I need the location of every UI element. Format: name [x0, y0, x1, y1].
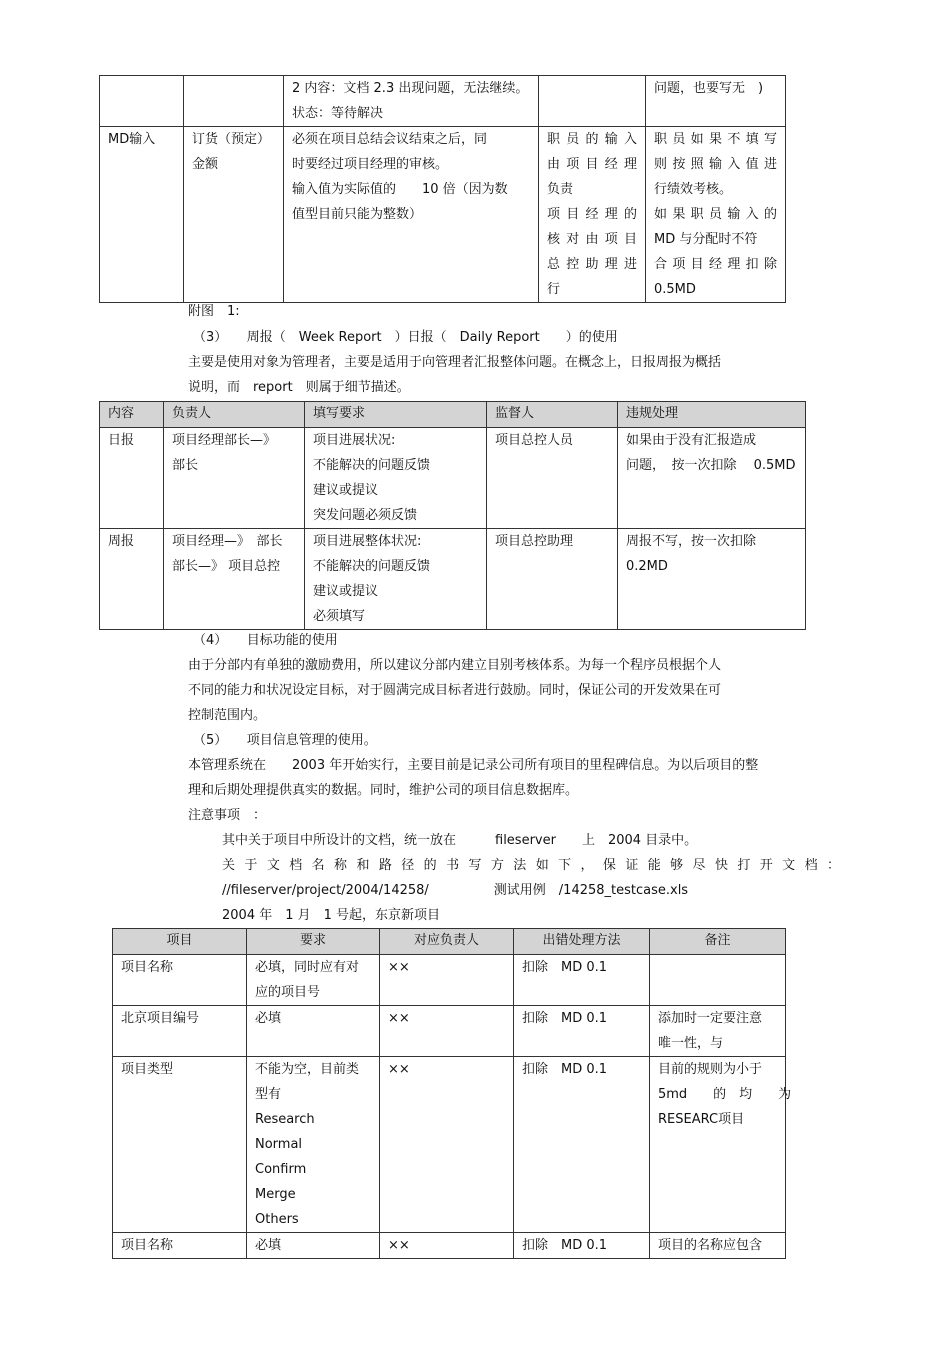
cell-text: 2 内容：文档 2.3 出现问题，无法继续。: [292, 81, 529, 96]
cell-text: 合项目经理扣除: [654, 257, 777, 272]
table-cell: [164, 529, 305, 630]
cell-text: 状态：等待解决: [292, 106, 384, 121]
cell-text: 核对由项目: [547, 232, 637, 247]
cell-text: 如果由于没有汇报造成: [626, 433, 757, 448]
table-cell: [650, 1006, 786, 1057]
table-cell: [380, 1057, 514, 1233]
table-cell: [100, 428, 164, 529]
table-header-row: [113, 929, 786, 955]
paragraph-line: 由于分部内有单独的激励费用，所以建议分部内建立目别考核体系。为每一个程序员根据个人: [188, 658, 722, 673]
cell-text: Merge: [255, 1187, 296, 1202]
cell-text: 由项目经理: [547, 157, 637, 172]
table-cell: [113, 1057, 247, 1233]
cell-text: 0.5MD: [654, 282, 696, 297]
table-cell: [164, 428, 305, 529]
cell-text: 项目名称: [121, 960, 174, 975]
cell-text: 值型目前只能为整数）: [292, 207, 423, 222]
table-header-row: [100, 402, 806, 428]
cell-text: 型有: [255, 1087, 282, 1102]
cell-text: 周报: [108, 534, 135, 549]
table-cell: [113, 1233, 247, 1259]
table-row: [100, 529, 806, 630]
table-cell: [113, 955, 247, 1006]
cell-text: 北京项目编号: [121, 1011, 200, 1026]
cell-text: 则按照输入值进: [654, 157, 777, 172]
cell-text: 项目总控人员: [495, 433, 574, 448]
cell-text: 必填: [255, 1011, 282, 1026]
table-cell: [380, 1006, 514, 1057]
table-cell: [184, 76, 284, 127]
cell-text: 5md 的 均 为: [658, 1087, 792, 1102]
table-cell: [487, 529, 618, 630]
column-header: 填写要求: [305, 402, 487, 428]
table-cell: [514, 1233, 650, 1259]
table-cell: [247, 1233, 380, 1259]
cell-text: 不能解决的问题反馈: [313, 559, 431, 574]
paragraph-line: 主要是使用对象为管理者，主要是适用于向管理者汇报整体问题。在概念上，日报周报为概括: [188, 355, 722, 370]
cell-text: 周报不写，按一次扣除: [626, 534, 757, 549]
table-cell: [184, 127, 284, 303]
cell-text: 输入值为实际值的 10 倍（因为数: [292, 182, 508, 197]
cell-text: 项目的名称应包含: [658, 1238, 763, 1253]
cell-text: 唯一性，与: [658, 1036, 724, 1051]
cell-text: 必填，同时应有对: [255, 960, 360, 975]
table-cell: [646, 127, 786, 303]
cell-text: 建议或提议: [313, 584, 379, 599]
notice-heading: 注意事项 ：: [188, 808, 267, 823]
cell-text: 时要经过项目经理的审核。: [292, 157, 449, 172]
table-row: [113, 1057, 786, 1233]
cell-text: 项目经理的: [547, 207, 637, 222]
table-row: [100, 428, 806, 529]
column-header: 备注: [650, 929, 786, 955]
cell-text: 项目名称: [121, 1238, 174, 1253]
cell-text: 部长—》 项目总控: [172, 559, 281, 574]
table-cell: [539, 76, 646, 127]
table-cell: [380, 1233, 514, 1259]
table-cell: [247, 1057, 380, 1233]
project-info-table: [112, 928, 792, 1259]
cell-text: 必须在项目总结会议结束之后，同: [292, 132, 488, 147]
cell-text: 项目经理部长—》: [172, 433, 277, 448]
cell-text: ××: [388, 1238, 410, 1253]
table-cell: [380, 955, 514, 1006]
cell-text: 职员如果不填写: [654, 132, 777, 147]
table-row: [113, 1006, 786, 1057]
cell-text: 项目进展整体状况:: [313, 534, 422, 549]
cell-text: 负责: [547, 182, 574, 197]
cell-text: Confirm: [255, 1162, 307, 1177]
cell-text: Normal: [255, 1137, 303, 1152]
notice-line: 2004 年 1 月 1 号起，东京新项目: [222, 908, 441, 923]
file-path-example: //fileserver/project/2004/14258/ 测试用例 /14258_testcase.xls: [222, 883, 689, 898]
cell-text: 目前的规则为小于: [658, 1062, 763, 1077]
cell-text: 不能解决的问题反馈: [313, 458, 431, 473]
table-cell: [487, 428, 618, 529]
section-heading-5: （5） 项目信息管理的使用。: [193, 733, 377, 748]
table-cell: [514, 1006, 650, 1057]
section-heading-4: （4） 目标功能的使用: [193, 633, 338, 648]
table-row: [100, 127, 786, 303]
section-heading-3: （3） 周报（ Week Report ）日报（ Daily Report ）的使用: [193, 330, 618, 345]
table-cell: [646, 76, 786, 127]
table-cell: [305, 529, 487, 630]
cell-text: MD输入: [108, 132, 156, 147]
cell-text: 突发问题必须反馈: [313, 508, 418, 523]
column-header: 对应负责人: [380, 929, 514, 955]
report-table: [99, 401, 806, 630]
cell-text: 扣除 MD 0.1: [522, 1238, 608, 1253]
table-cell: [100, 76, 184, 127]
cell-text: 项目类型: [121, 1062, 174, 1077]
column-header: 违规处理: [618, 402, 806, 428]
column-header: 项目: [113, 929, 247, 955]
cell-text: 0.2MD: [626, 559, 668, 574]
figure-caption: 附图 1:: [188, 304, 240, 319]
table-cell: [305, 428, 487, 529]
table-row: [113, 1233, 786, 1259]
cell-text: 扣除 MD 0.1: [522, 1062, 608, 1077]
cell-text: 问题，也要写无 ): [654, 81, 764, 96]
cell-text: 添加时一定要注意: [658, 1011, 763, 1026]
cell-text: ××: [388, 1062, 410, 1077]
cell-text: 部长: [172, 458, 199, 473]
paragraph-line: 不同的能力和状况设定目标，对于圆满完成目标者进行鼓励。同时，保证公司的开发效果在可: [188, 683, 722, 698]
table-cell: [650, 1233, 786, 1259]
notice-line: 关于文档名称和路径的书写方法如下，保证能够尽快打开文档：: [222, 858, 840, 873]
column-header: 内容: [100, 402, 164, 428]
md-input-table: [99, 75, 786, 303]
table-cell: [284, 76, 539, 127]
cell-text: 行: [547, 282, 561, 297]
cell-text: 必须填写: [313, 609, 366, 624]
column-header: 要求: [247, 929, 380, 955]
column-header: 监督人: [487, 402, 618, 428]
table-cell: [514, 1057, 650, 1233]
cell-text: 应的项目号: [255, 985, 321, 1000]
table-cell: [100, 127, 184, 303]
cell-text: 金额: [192, 157, 219, 172]
cell-text: 项目进展状况:: [313, 433, 396, 448]
paragraph-line: 本管理系统在 2003 年开始实行，主要目前是记录公司所有项目的里程碑信息。为以后项目的整: [188, 758, 759, 773]
cell-text: 行绩效考核。: [654, 182, 733, 197]
cell-text: ××: [388, 960, 410, 975]
paragraph-line: 控制范围内。: [188, 708, 267, 723]
table-row: [113, 955, 786, 1006]
table-cell: [100, 529, 164, 630]
cell-text: 职员的输入: [547, 132, 637, 147]
table-cell: [539, 127, 646, 303]
cell-text: Others: [255, 1212, 299, 1227]
cell-text: 不能为空，目前类: [255, 1062, 360, 1077]
table-cell: [650, 1057, 792, 1233]
paragraph-line: 理和后期处理提供真实的数据。同时，维护公司的项目信息数据库。: [188, 783, 579, 798]
cell-text: ××: [388, 1011, 410, 1026]
table-cell: [618, 529, 806, 630]
cell-text: 订货（预定）: [192, 132, 271, 147]
cell-text: 问题， 按一次扣除 0.5MD: [626, 458, 796, 473]
cell-text: RESEARC项目: [658, 1112, 745, 1127]
table-cell: [247, 1006, 380, 1057]
table-row: [100, 76, 786, 127]
cell-text: 如果职员输入的: [654, 207, 777, 222]
table-cell: [618, 428, 806, 529]
cell-text: 扣除 MD 0.1: [522, 1011, 608, 1026]
column-header: 出错处理方法: [514, 929, 650, 955]
cell-text: 日报: [108, 433, 135, 448]
cell-text: 项目总控助理: [495, 534, 574, 549]
cell-text: Research: [255, 1112, 315, 1127]
table-cell: [650, 955, 786, 1006]
table-cell: [514, 955, 650, 1006]
cell-text: 必填: [255, 1238, 282, 1253]
cell-text: 建议或提议: [313, 483, 379, 498]
cell-text: 总控助理进: [547, 257, 637, 272]
column-header: 负责人: [164, 402, 305, 428]
cell-text: 扣除 MD 0.1: [522, 960, 608, 975]
notice-line: 其中关于项目中所设计的文档，统一放在 fileserver 上 2004 目录中。: [222, 833, 698, 848]
cell-text: MD 与分配时不符: [654, 232, 758, 247]
table-cell: [284, 127, 539, 303]
cell-text: 项目经理—》 部长: [172, 534, 283, 549]
table-cell: [113, 1006, 247, 1057]
paragraph-line: 说明，而 report 则属于细节描述。: [188, 380, 410, 395]
table-cell: [247, 955, 380, 1006]
